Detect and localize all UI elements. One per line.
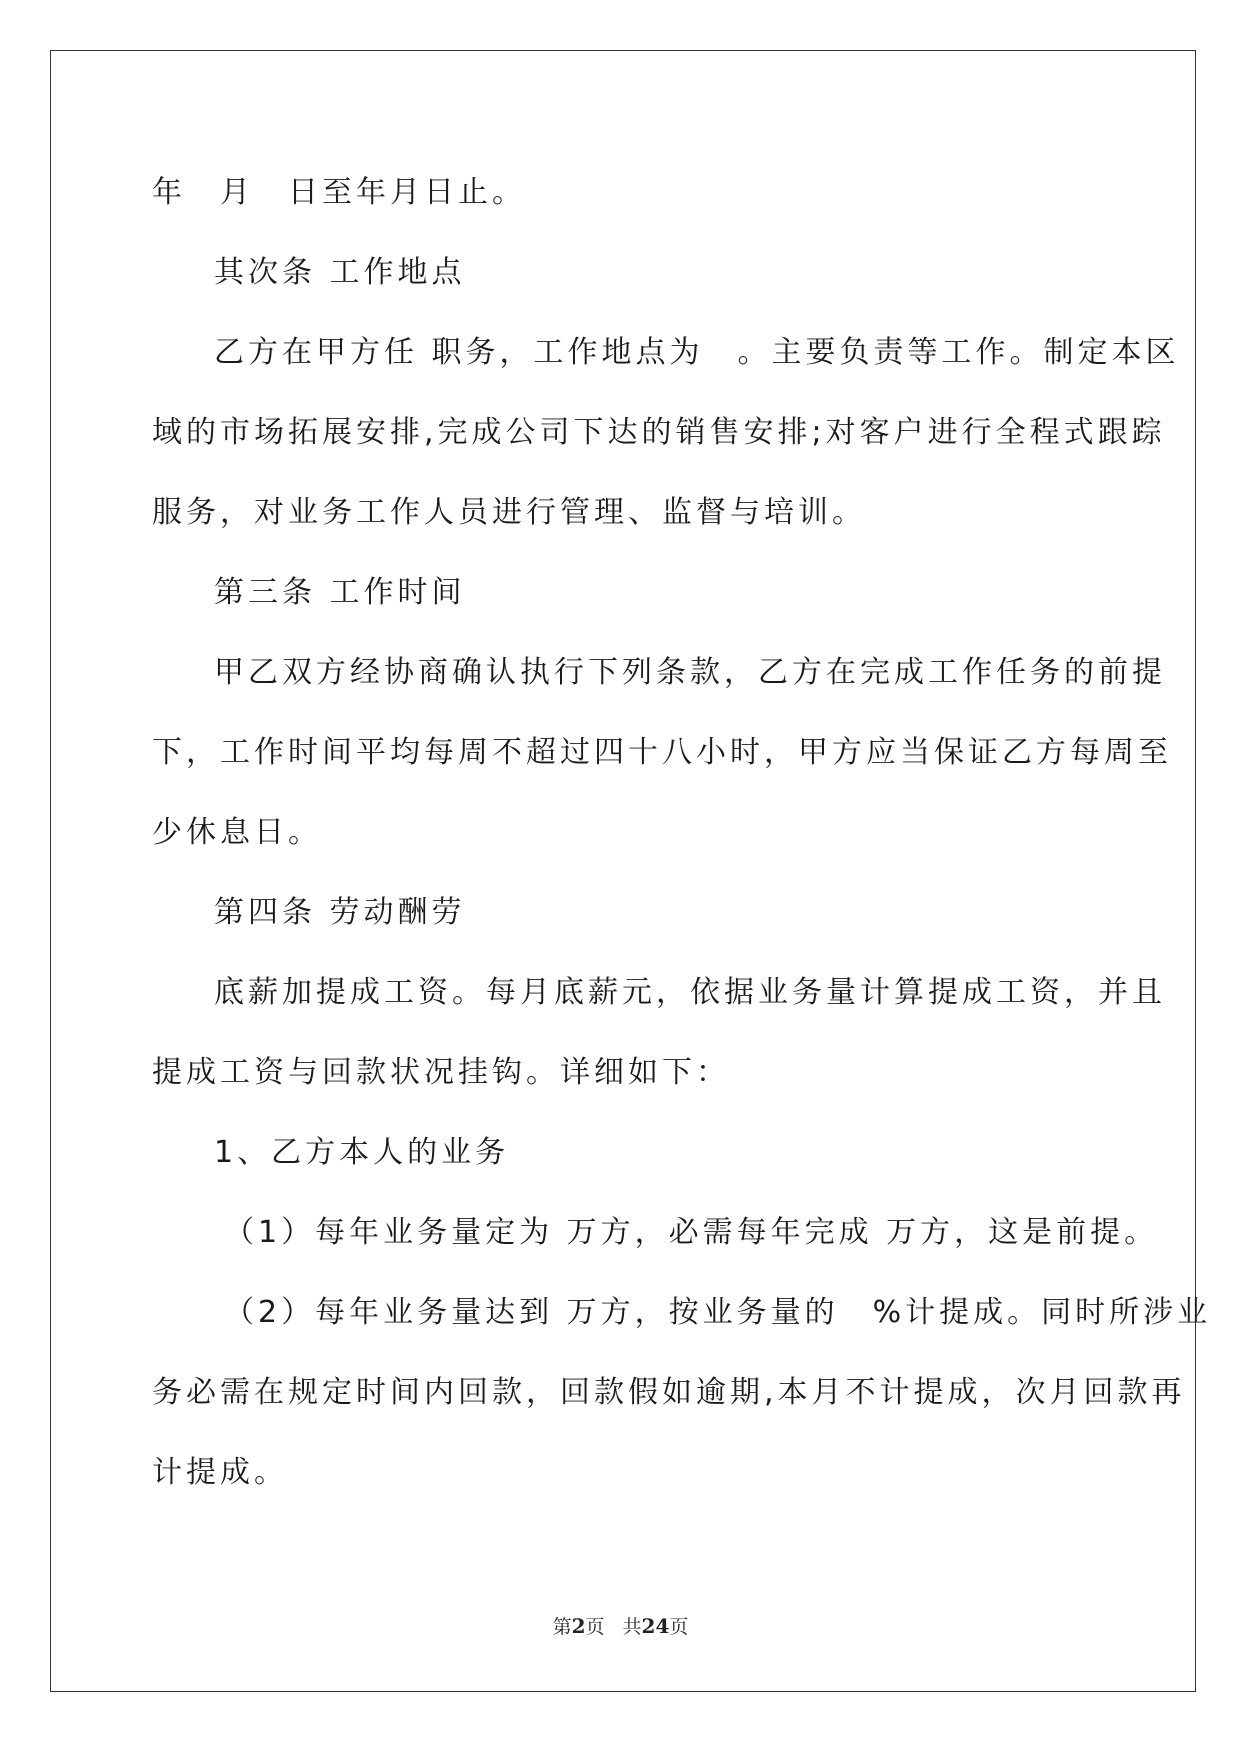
text-line-3: 乙方在甲方任 职务，工作地点为 。主要负责等工作。制定本区: [214, 335, 1180, 370]
section-heading-work-location: 其次条 工作地点: [214, 255, 466, 290]
page-footer: [0, 1612, 1241, 1639]
footer-page-prefix: 第: [552, 1616, 572, 1638]
text-line-17: 计提成。: [152, 1455, 288, 1490]
footer-page-number: 2: [571, 1614, 586, 1638]
page-border: [50, 50, 1196, 1692]
text-line-1: 年 月 日至年月日止。: [152, 175, 526, 210]
text-line-8: 下，工作时间平均每周不超过四十八小时，甲方应当保证乙方每周至: [152, 735, 1172, 770]
section-heading-work-time: 第三条 工作时间: [214, 575, 466, 610]
text-line-13: 1、乙方本人的业务: [214, 1135, 510, 1170]
text-line-5: 服务，对业务工作人员进行管理、监督与培训。: [152, 495, 866, 530]
text-line-4: 域的市场拓展安排,完成公司下达的销售安排;对客户进行全程式跟踪: [152, 415, 1166, 450]
footer-total-suffix: 页: [669, 1616, 689, 1638]
text-line-12: 提成工资与回款状况挂钩。详细如下：: [152, 1055, 730, 1090]
footer-page-suffix: 页: [585, 1616, 605, 1638]
footer-total-pages: 24: [641, 1614, 670, 1638]
footer-total-prefix: 共: [622, 1616, 642, 1638]
text-line-11: 底薪加提成工资。每月底薪元，依据业务量计算提成工资，并且: [214, 975, 1166, 1010]
section-heading-labor-pay: 第四条 劳动酬劳: [214, 895, 466, 930]
text-line-7: 甲乙双方经协商确认执行下列条款，乙方在完成工作任务的前提: [214, 655, 1166, 690]
text-line-14: （1）每年业务量定为 万方，必需每年完成 万方，这是前提。: [224, 1215, 1159, 1250]
text-line-16: 务必需在规定时间内回款，回款假如逾期,本月不计提成，次月回款再: [152, 1375, 1186, 1410]
text-line-9: 少休息日。: [152, 815, 322, 850]
text-line-15: （2）每年业务量达到 万方，按业务量的 %计提成。同时所涉业: [224, 1295, 1212, 1330]
